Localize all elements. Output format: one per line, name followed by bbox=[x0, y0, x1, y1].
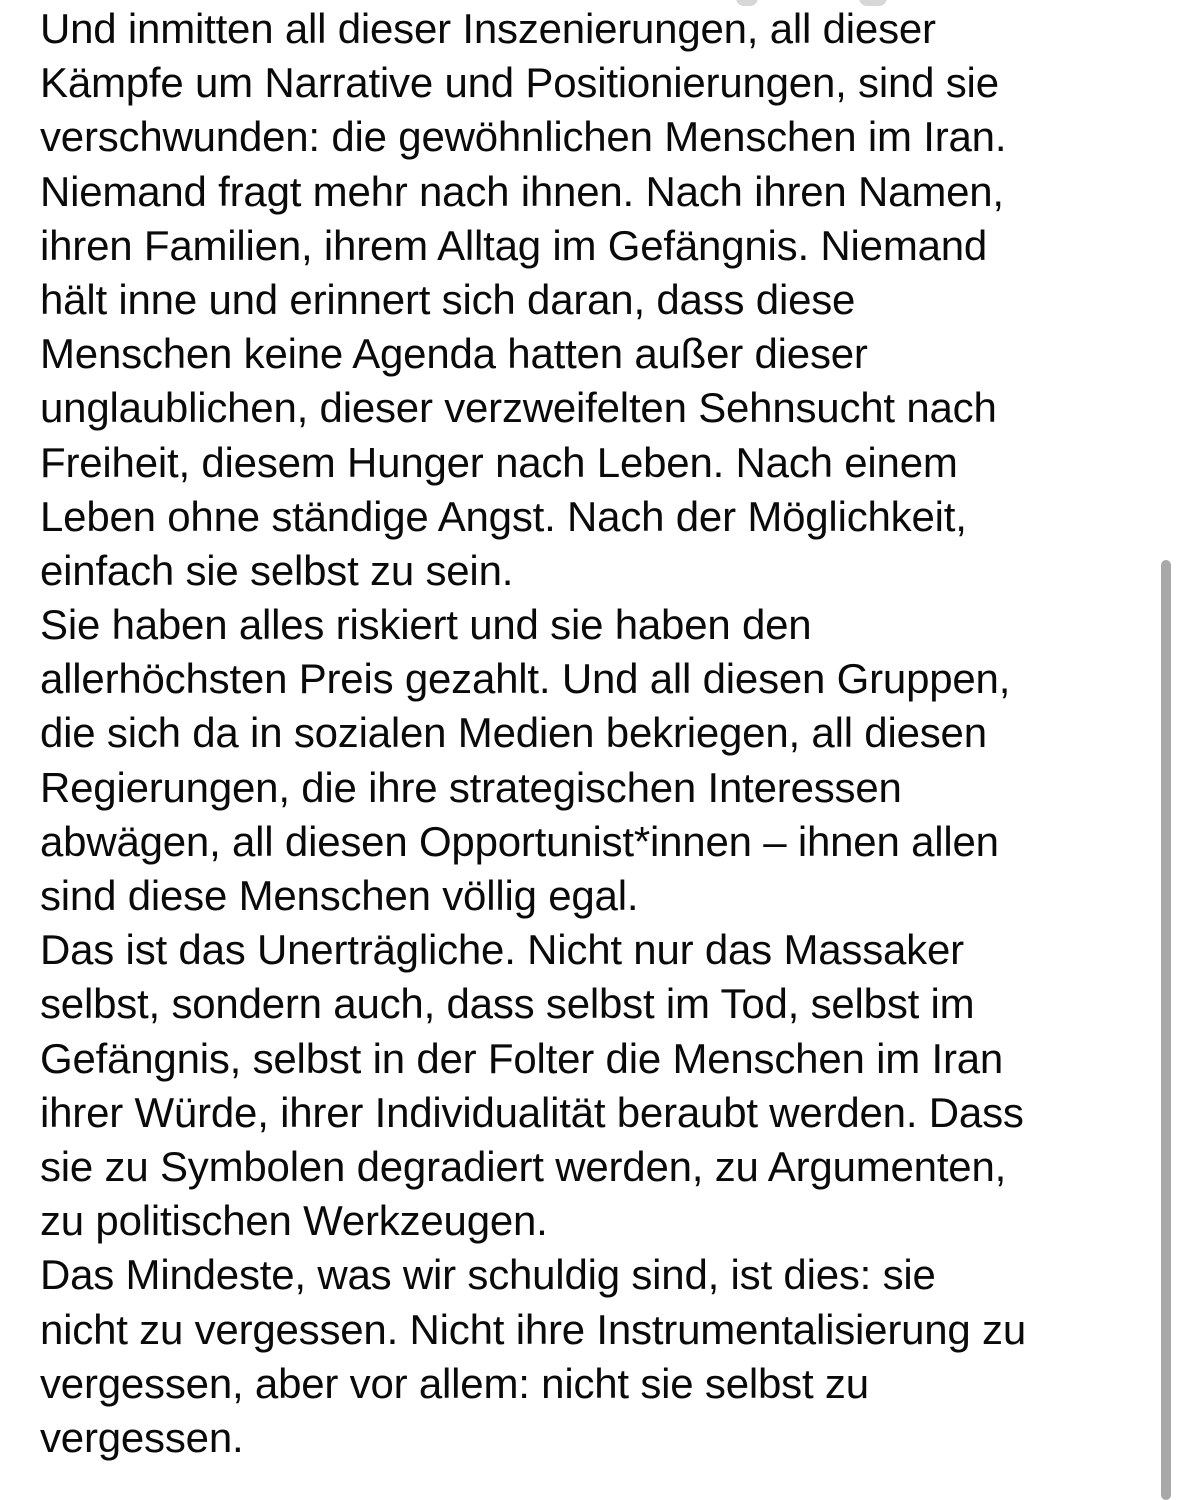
text-line: ihrer Würde, ihrer Individualität beraubt werden. Dass bbox=[40, 1088, 1024, 1136]
text-line: Regierungen, die ihre strategischen Interessen bbox=[40, 763, 902, 811]
text-line: abwägen, all diesen Opportunist*innen – ihnen allen bbox=[40, 817, 999, 865]
text-line: Das ist das Unerträgliche. Nicht nur das Massaker bbox=[40, 926, 964, 974]
text-line: unglaublichen, dieser verzweifelten Sehnsucht nach bbox=[40, 384, 997, 432]
text-line: nicht zu vergessen. Nicht ihre Instrumentalisierung zu bbox=[40, 1305, 1027, 1353]
text-line: Und inmitten all dieser Inszenierungen, all dieser bbox=[40, 5, 936, 52]
text-line: sind diese Menschen völlig egal. bbox=[40, 872, 639, 919]
scrollbar-thumb[interactable] bbox=[1161, 560, 1171, 1500]
text-line: Menschen keine Agenda hatten außer dieser bbox=[40, 330, 868, 378]
text-line: sie zu Symbolen degradiert werden, zu Argumenten, bbox=[40, 1142, 1007, 1190]
text-line: einfach sie selbst zu sein. bbox=[40, 546, 514, 594]
text-line: Sie haben alles riskiert und sie haben den bbox=[40, 601, 812, 649]
text-line: Kämpfe um Narrative und Positionierungen, sind sie bbox=[40, 59, 999, 107]
text-line: selbst, sondern auch, dass selbst im Tod, selbst im bbox=[40, 980, 975, 1028]
text-line: Freiheit, diesem Hunger nach Leben. Nach einem bbox=[40, 438, 958, 486]
text-line: Niemand fragt mehr nach ihnen. Nach ihren Namen, bbox=[40, 167, 1004, 215]
text-line: vergessen, aber vor allem: nicht sie selbst zu bbox=[40, 1359, 869, 1407]
text-line: Das Mindeste, was wir schuldig sind, ist dies: sie bbox=[40, 1251, 936, 1299]
text-line: Leben ohne ständige Angst. Nach der Möglichkeit, bbox=[40, 492, 967, 540]
text-line: allerhöchsten Preis gezahlt. Und all diesen Gruppen, bbox=[40, 655, 1011, 703]
text-line: verschwunden: die gewöhnlichen Menschen im Iran. bbox=[40, 113, 1007, 161]
text-line: die sich da in sozialen Medien bekriegen, all diesen bbox=[40, 709, 987, 757]
body-text bbox=[40, 2, 1026, 1465]
text-line: zu politischen Werkzeugen. bbox=[40, 1197, 548, 1245]
text-line: vergessen. bbox=[40, 1413, 244, 1461]
text-line: hält inne und erinnert sich daran, dass diese bbox=[40, 275, 856, 323]
text-line: ihren Familien, ihrem Alltag im Gefängnis. Niemand bbox=[40, 221, 988, 269]
text-line: Gefängnis, selbst in der Folter die Menschen im Iran bbox=[40, 1034, 1004, 1082]
